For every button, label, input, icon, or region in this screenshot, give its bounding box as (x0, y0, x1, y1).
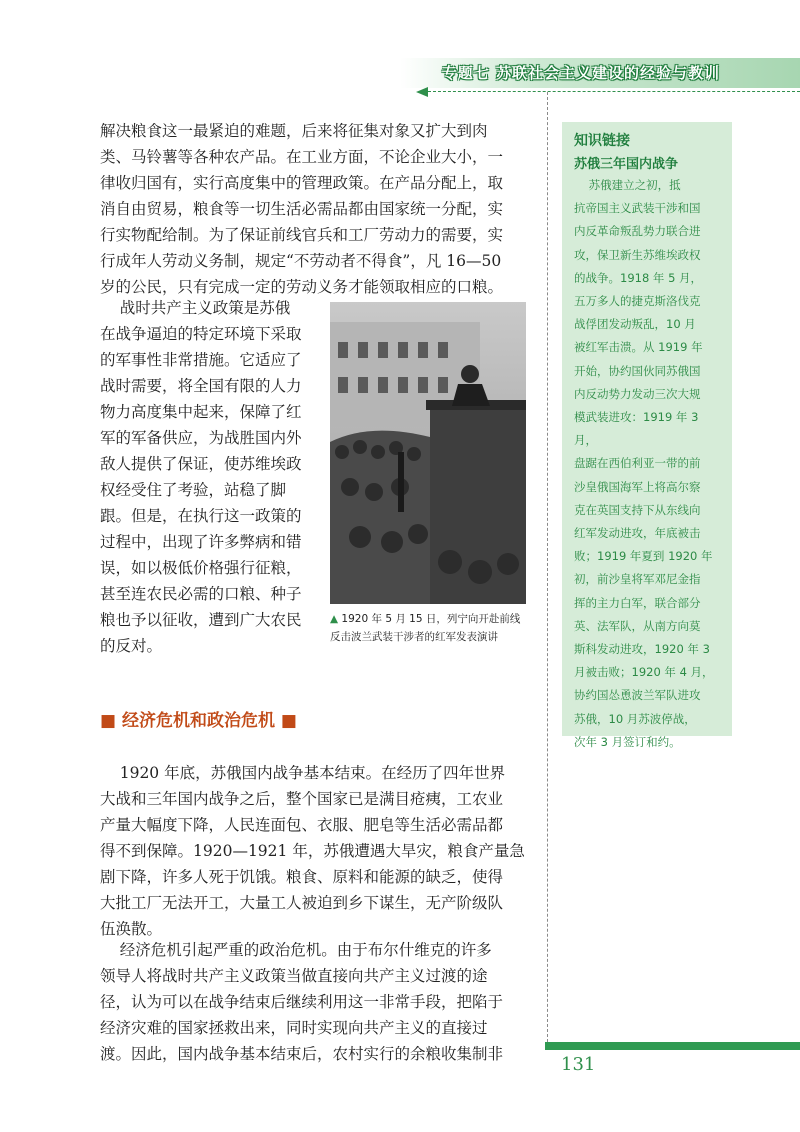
historical-photo (330, 302, 526, 604)
page-number: 131 (561, 1054, 596, 1075)
column-divider (547, 92, 548, 1042)
section-heading-text: 经济危机和政治危机 (121, 711, 275, 731)
chapter-title: 专题七 苏联社会主义建设的经验与教训 (441, 64, 720, 82)
photo-illustration (330, 302, 526, 604)
arrow-left-icon (416, 87, 428, 97)
sidebar-body: 苏俄建立之初，抵 抗帝国主义武装干涉和国 内反革命叛乱势力联合进 攻，保卫新生苏维埃政权 的战争。1918 年 5 月， 五万多人的捷克斯洛伐克 战俘团发动叛乱，10 月 被红军击溃。从 1919 年 开始，协约国伙同苏俄国 内反动势力发动三次大规 模武装进攻：1919 年 3 月， 盘踞在西伯利亚一带的前 沙皇俄国海军上将高尔察 克在英国支持下从东线向 红军发动进攻，年底被击 败；1919 年夏到 1920 年 初，前沙皇将军邓尼金指 挥的主力白军，联合部分 英、法军队，从南方向莫 斯科发动进攻，1920 年 3 月被击败；1920 年 4 月， 协约国怂恿波兰军队进攻 苏俄，10 月苏波停战， 次年 3 月签订和约。 (574, 178, 714, 749)
header-divider (428, 91, 800, 92)
footer-bar (545, 1042, 800, 1050)
sidebar-title: 知识链接 (574, 133, 630, 149)
sidebar-subtitle: 苏俄三年国内战争 (574, 157, 679, 172)
photo-caption (330, 610, 530, 646)
body-paragraph-4: 经济危机引起严重的政治危机。由于布尔什维克的许多 领导人将战时共产主义政策当做直接向共产主义过渡的途 径，认为可以在战争结束后继续利用这一非常手段，把陷于 经济灾难的国家拯救出来，同时实现向共产主义的直接过 渡。因此，国内战争基本结束后，农村实行的余粮收集制非 (100, 941, 504, 1063)
section-heading (100, 706, 297, 731)
body-paragraph-1: 解决粮食这一最紧迫的难题，后来将征集对象又扩大到肉 类、马铃薯等各种农产品。在工业方面，不论企业大小，一 律收归国有，实行高度集中的管理政策。在产品分配上，取 消自由贸易，粮食等一切生活必需品都由国家统一分配，实 行实物配给制。为了保证前线官兵和工厂劳动力的需要，实 行成年人劳动义务制，规定“不劳动者不得食”，凡 16—50 岁的公民，只有完成一定的劳动义务才能领取相应的口粮。 (100, 122, 504, 296)
knowledge-link-sidebar (562, 122, 732, 749)
body-paragraph-2: 战时共产主义政策是苏俄 在战争逼迫的特定环境下采取 的军事性非常措施。它适应了 战时需要，将全国有限的人力 物力高度集中起来，保障了红 军的军备供应，为战胜国内外 敌人提供了保证，使苏维埃政 权经受住了考验，站稳了脚 跟。但是，在执行这一政策的 过程中，出现了许多弊病和错 误，如以极低价格强行征粮， 甚至连农民必需的口粮、种子 粮也予以征收，遭到广大农民 的反对。 (100, 299, 302, 655)
square-icon: ■ (274, 711, 297, 731)
square-icon: ■ (100, 711, 122, 731)
body-paragraph-3: 1920 年底，苏俄国内战争基本结束。在经历了四年世界 大战和三年国内战争之后，整个国家已是满目疮痍，工农业 产量大幅度下降，人民连面包、衣服、肥皂等生活必需品都 得不到保障。1920—1921 年，苏俄遭遇大旱灾，粮食产量急 剧下降，许多人死于饥饿。粮食、原料和能源的缺乏，使得 大批工厂无法开工，大量工人被迫到乡下谋生，无产阶级队 伍涣散。 (100, 764, 525, 938)
triangle-icon: ▲ (330, 613, 342, 625)
photo-caption-text: 1920 年 5 月 15 日，列宁向开赴前线 反击波兰武装干涉者的红军发表演讲 (330, 613, 521, 643)
